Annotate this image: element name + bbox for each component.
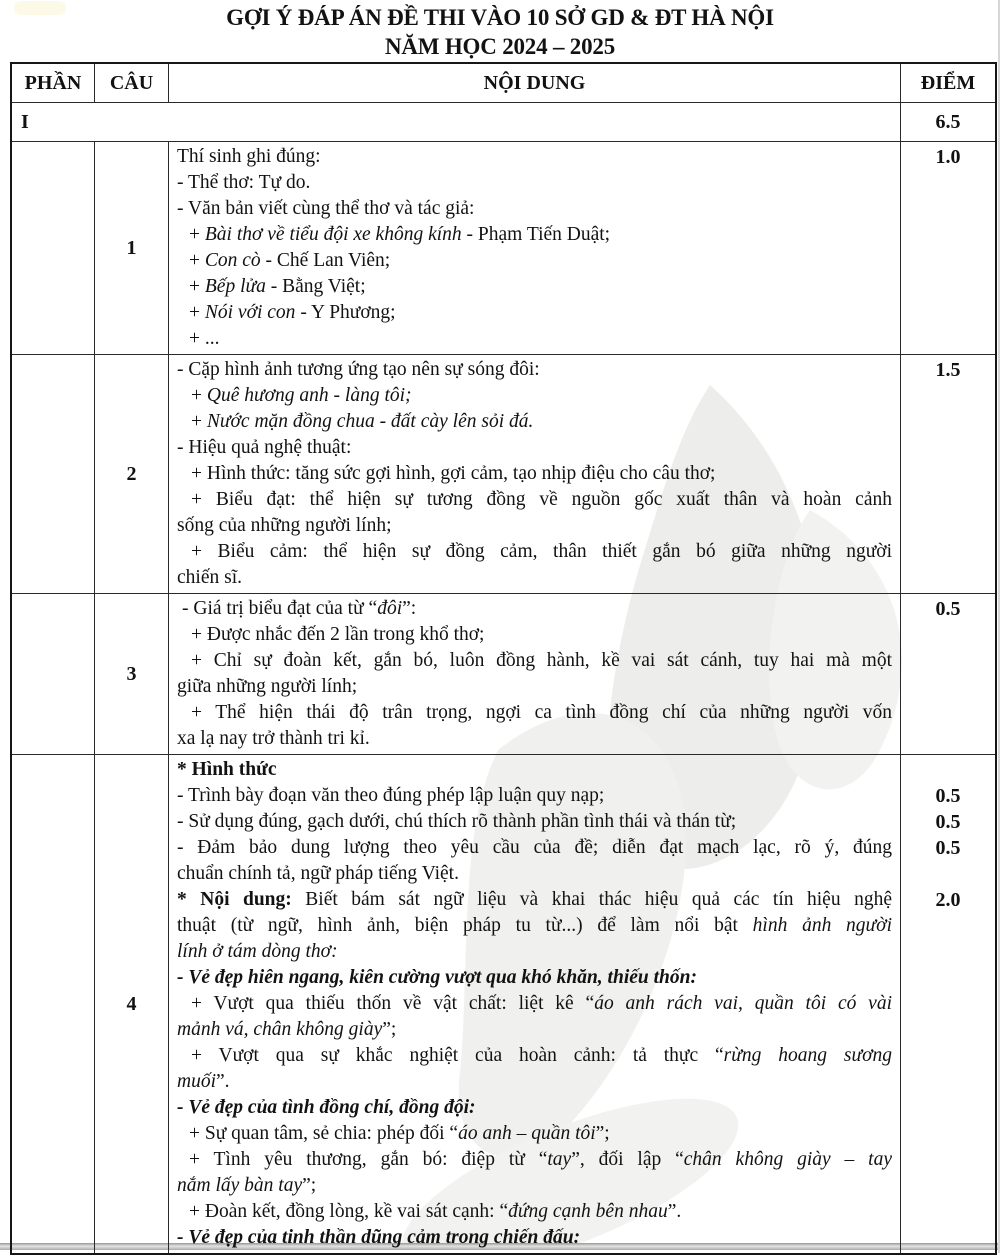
content-line: + Đoàn kết, đồng lòng, kề vai sát cạnh: “đứng cạnh bên nhau”.: [189, 1201, 682, 1222]
content-line: nắm lấy bàn tay”;: [177, 1175, 317, 1196]
content-line: + Được nhắc đến 2 lần trong khổ thơ;: [191, 624, 485, 645]
content-line: + Quê hương anh - làng tôi;: [191, 385, 412, 406]
content-line: - Trình bày đoạn văn theo đúng phép lập luận quy nạp;: [177, 785, 605, 806]
cau-number: 4: [95, 755, 169, 1253]
header-phan: PHẦN: [12, 64, 95, 102]
content-line: - Văn bản viết cùng thể thơ và tác giả:: [177, 198, 475, 219]
content-line: - Vẻ đẹp của tinh thần dũng cảm trong chiến đấu:: [177, 1227, 581, 1248]
content-line: + Hình thức: tăng sức gợi hình, gợi cảm, tạo nhịp điệu cho câu thơ;: [191, 463, 716, 484]
content-line: + Bếp lửa - Bằng Việt;: [189, 276, 366, 297]
content-line: Thí sinh ghi đúng:: [177, 146, 321, 167]
content-line: + ...: [189, 328, 220, 349]
content-line: muối”.: [177, 1071, 230, 1092]
content-cell: [169, 755, 901, 1253]
content-cell: [169, 142, 901, 354]
phan-cell: [12, 755, 95, 1253]
document-title: [0, 0, 1000, 61]
table-rows: [12, 142, 995, 1253]
content-line: * Hình thức: [177, 759, 277, 780]
content-line: + Vượt qua thiếu thốn về vật chất: liệt kê “áo anh rách vai, quần tôi có vài: [191, 993, 892, 1014]
content-line: + Bài thơ về tiểu đội xe không kính - Phạm Tiến Duật;: [189, 224, 611, 245]
content-line: - Đảm bảo dung lượng theo yêu cầu của đề; diễn đạt mạch lạc, rõ ý, đúng: [177, 837, 892, 858]
content-line: - Vẻ đẹp hiên ngang, kiên cường vượt qua khó khăn, thiếu thốn:: [177, 967, 697, 988]
phan-cell: [12, 355, 95, 593]
header-diem: ĐIỂM: [920, 71, 976, 94]
table-header-row: [12, 64, 995, 103]
phan-cell: [12, 142, 95, 354]
answer-row: [12, 142, 995, 355]
content-line: + Nước mặn đồng chua - đất cày lên sỏi đá.: [191, 411, 534, 432]
score-value: 0.5: [935, 811, 961, 833]
content-line: + Nói với con - Y Phương;: [189, 302, 396, 323]
content-cell: [169, 594, 901, 754]
content-line: + Thể hiện thái độ trân trọng, ngợi ca tình đồng chí của những người vốn: [191, 702, 892, 723]
score-value: 0.5: [935, 837, 961, 859]
content-line: - Giá trị biểu đạt của từ “đôi”:: [182, 598, 417, 619]
answer-row: [12, 755, 995, 1253]
content-line: xa lạ nay trở thành tri kỉ.: [177, 728, 370, 749]
answer-row: [12, 355, 995, 594]
content-line: + Con cò - Chế Lan Viên;: [189, 250, 391, 271]
content-line: * Nội dung: Biết bám sát ngữ liệu và khai thác hiệu quả các tín hiệu nghệ: [177, 889, 892, 910]
content-line: - Sử dụng đúng, gạch dưới, chú thích rõ thành phần tình thái và thán từ;: [177, 811, 737, 832]
content-line: + Vượt qua sự khắc nghiệt của hoàn cảnh: tả thực “rừng hoang sương: [191, 1045, 892, 1066]
header-cau: CÂU: [95, 64, 169, 102]
title-line-1: GỢI Ý ĐÁP ÁN ĐỀ THI VÀO 10 SỞ GD & ĐT HÀ NỘI: [226, 5, 774, 30]
score-cell: [901, 594, 995, 754]
title-line-2: NĂM HỌC 2024 – 2025: [384, 34, 616, 59]
header-noidung: NỘI DUNG: [169, 64, 901, 102]
content-line: - Hiệu quả nghệ thuật:: [177, 437, 352, 458]
content-line: + Biểu đạt: thể hiện sự tương đồng về nguồn gốc xuất thân và hoàn cảnh: [191, 489, 892, 510]
content-line: chiến sĩ.: [177, 567, 242, 588]
content-line: sống của những người lính;: [177, 515, 392, 536]
score-cell: [901, 142, 995, 354]
content-line: + Chỉ sự đoàn kết, gắn bó, luôn đồng hành, kề vai sát cánh, tuy hai mà một: [191, 650, 892, 671]
content-line: chuẩn chính tả, ngữ pháp tiếng Việt.: [177, 863, 459, 884]
cau-number: 1: [95, 142, 169, 354]
score-value: 1.5: [935, 359, 961, 381]
answer-key-table: [10, 62, 997, 1255]
content-line: - Vẻ đẹp của tình đồng chí, đồng đội:: [177, 1097, 476, 1118]
score-value: 0.5: [935, 785, 961, 807]
score-value: 0.5: [935, 598, 961, 620]
content-line: - Cặp hình ảnh tương ứng tạo nên sự sóng đôi:: [177, 359, 540, 380]
content-line: mảnh vá, chân không giày”;: [177, 1019, 397, 1040]
phan-cell: [12, 594, 95, 754]
score-value: 1.0: [935, 146, 961, 168]
score-cell: [901, 355, 995, 593]
answer-row: [12, 594, 995, 755]
score-cell: [901, 755, 995, 1253]
cau-number: 3: [95, 594, 169, 754]
content-line: + Tình yêu thương, gắn bó: điệp từ “tay”, đối lập “chân không giày – tay: [189, 1149, 892, 1170]
content-line: thuật (từ ngữ, hình ảnh, biện pháp tu từ...) để làm nổi bật hình ảnh người: [177, 915, 892, 936]
content-line: + Sự quan tâm, sẻ chia: phép đối “áo anh – quần tôi”;: [189, 1123, 610, 1144]
content-line: giữa những người lính;: [177, 676, 358, 697]
section-label: I: [12, 103, 901, 141]
section-score: 6.5: [935, 110, 961, 133]
content-line: + Biểu cảm: thể hiện sự đồng cảm, thân thiết gắn bó giữa những người: [191, 541, 892, 562]
section-row: [12, 103, 995, 142]
content-line: lính ở tám dòng thơ:: [177, 941, 338, 962]
content-line: - Thể thơ: Tự do.: [177, 172, 311, 193]
score-value: 2.0: [935, 889, 961, 911]
content-cell: [169, 355, 901, 593]
cau-number: 2: [95, 355, 169, 593]
